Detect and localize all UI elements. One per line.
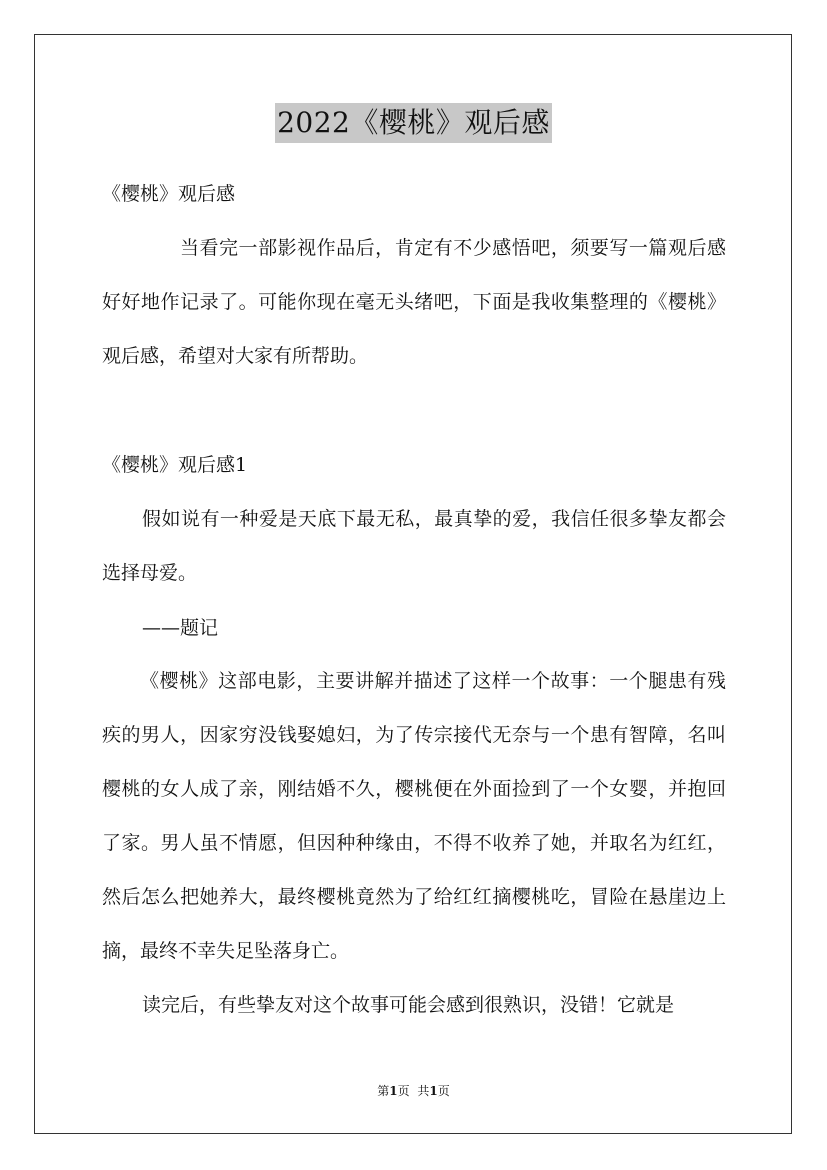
epigraph: ——题记 bbox=[142, 617, 219, 639]
paragraph-2: 《樱桃》这部电影，主要讲解并描述了这样一个故事：一个腿患有残疾的男人，因家穷没钱娶媳妇，为了传宗接代无奈与一个患有智障，名叫樱桃的女人成了亲，刚结婚不久，樱桃便在外面捡到了一个女婴，并抱回了家。男人虽不情愿，但因种种缘由，不得不收养了她，并取名为红红，然后怎么把她养大，最终樱桃竟然为了给红红摘樱桃吃，冒险在悬崖边上摘，最终不幸失足坠落身亡。 bbox=[102, 670, 726, 962]
document-title-text: 2022《樱桃》观后感 bbox=[275, 103, 552, 143]
footer-total-prefix: 共 bbox=[417, 1084, 430, 1098]
footer-page-suffix: 页 bbox=[397, 1084, 410, 1098]
footer-total-suffix: 页 bbox=[437, 1084, 450, 1098]
document-title bbox=[0, 102, 827, 143]
section-heading: 《樱桃》观后感1 bbox=[102, 454, 248, 476]
paragraph-3: 读完后，有些挚友对这个故事可能会感到很熟识，没错！它就是 bbox=[142, 994, 675, 1016]
footer-page-prefix: 第 bbox=[377, 1084, 390, 1098]
intro-paragraph: 当看完一部影视作品后，肯定有不少感悟吧，须要写一篇观后感好好地作记录了。可能你现在毫无头绪吧，下面是我收集整理的《樱桃》观后感，希望对大家有所帮助。 bbox=[102, 237, 726, 367]
paragraph-1: 假如说有一种爱是天底下最无私，最真挚的爱，我信任很多挚友都会选择母爱。 bbox=[102, 508, 726, 584]
page-footer bbox=[0, 1083, 827, 1099]
document-subtitle: 《樱桃》观后感 bbox=[102, 183, 236, 205]
footer-page-number: 1 bbox=[389, 1084, 398, 1098]
footer-total-number: 1 bbox=[429, 1084, 438, 1098]
